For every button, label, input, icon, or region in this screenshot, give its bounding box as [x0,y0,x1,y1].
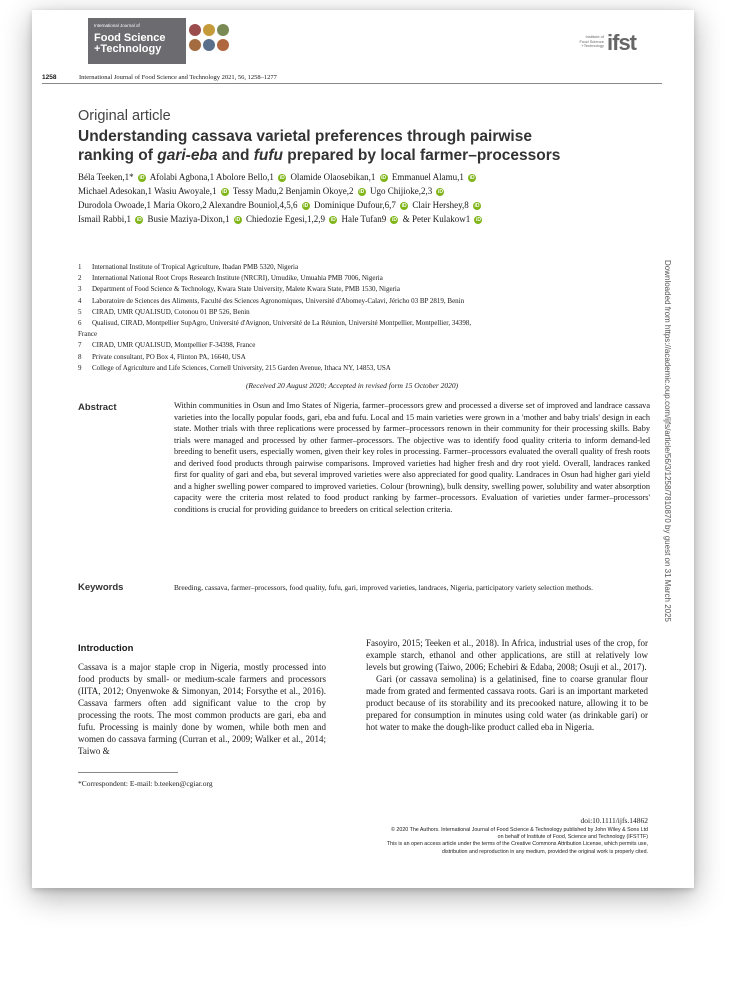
page-number: 1258 [42,74,57,81]
paragraph: Fasoyiro, 2015; Teeken et al., 2018). In Africa, industrial uses of the crop, for example starch, ethanol and other applications, are still at relatively low levels but growing (Taiwo, 2006; Echebiri & Edaba, 2008; Osuji et al., 2017). [366,638,648,672]
author[interactable]: Tessy Madu,2 Benjamin Okoye,2 [230,186,356,196]
ifst-logo[interactable]: ifst [607,30,636,55]
affiliation: 4 Laboratoire de Sciences des Aliments, Faculté des Sciences Agronomiques, Université d'Abomey-Calavi, Jéricho 03 BP 2819, Benin [78,296,465,305]
author[interactable]: Emmanuel Alamu,1 [389,172,467,182]
orcid-icon[interactable]: iD [391,216,397,223]
copyright-notice: © 2020 The Authors. International Journal of Food Science & Technology published by John Wiley & Sons Ltd on behalf of Institute of Food, Science and Technology (IFSTTF) This is an open access article under the terms of the Creative Commons Attribution License, which permits use, distribution and reproduction in any medium, provided the original work is properly cited. [386,827,648,855]
author[interactable]: Chiedozie Egesi,1,2,9 [243,214,328,224]
article-title: Understanding cassava varietal preferences through pairwise ranking of gari-eba and fufu prepared by local farmer–processors [78,128,561,164]
author[interactable]: Afolabi Agbona,1 Abolore Bello,1 [147,172,277,182]
author[interactable]: Ugo Chijioke,2,3 [367,186,435,196]
orcid-icon[interactable]: iD [303,202,309,209]
abstract-label: Abstract [78,402,117,413]
journal-logo-small-text: International Journal of [94,23,140,28]
affiliation: 9 College of Agriculture and Life Sciences, Cornell University, 215 Garden Avenue, Ithaca NY, 14853, USA [78,363,391,372]
orcid-icon[interactable]: iD [222,188,228,195]
affiliation: 8 Private consultant, PO Box 4, Flinton PA, 16640, USA [78,352,246,361]
orcid-icon[interactable]: iD [139,174,145,181]
food-image-icon [189,39,201,51]
journal-logo[interactable] [88,18,186,64]
keywords-label: Keywords [78,582,124,593]
affiliation: 1 International Institute of Tropical Agriculture, Ibadan PMB 5320, Nigeria [78,263,299,271]
affiliation: 6 Qualisud, CIRAD, Montpellier SupAgro, Université d'Avignon, Université de La Réunion, Université Montpellier, Montpellier, 34398, [78,319,472,328]
author[interactable]: Durodola Owoade,1 Maria Okoro,2 Alexandre Bouniol,4,5,6 [78,200,300,210]
orcid-icon[interactable]: iD [359,188,365,195]
footnote-divider [78,772,178,773]
food-image-icon [217,39,229,51]
paragraph: Gari (or cassava semolina) is a gelatinised, fine to coarse granular flour made from grated and fermented cassava roots. Gari is an important marketed product because of its storability and its precooked nature, allowing it to be prepared for consumption in minutes using cold water (as drinkable gari) or hot water to make the dough-like product called eba in Nigeria. [366,674,648,732]
article-type: Original article [78,108,171,124]
introduction-column-1: Cassava is a major staple crop in Nigeria, mostly processed into food products by small- or medium-scale farmers and processors (IITA, 2012; Onyenwoke & Simonyan, 2014; Forsythe et al., 2016). Cassava farmers often add significant value to the crop by processing the roots. The most common products are gari, eba and fufu. Processing is mainly done by women, while both men and women do cassava farming (Curran et al., 2009; Walker et al., 2014; Taiwo & [78,662,326,756]
journal-logo-title: Food Science +Technology [94,32,166,55]
orcid-icon[interactable]: iD [136,216,142,223]
orcid-icon[interactable]: iD [330,216,336,223]
author[interactable]: Clair Hershey,8 [410,200,472,210]
affiliation: 7 CIRAD, UMR QUALISUD, Montpellier F-34398, France [78,341,256,350]
food-image-icon [189,24,201,36]
orcid-icon[interactable]: iD [279,174,285,181]
author[interactable]: Olamide Olaosebikan,1 [288,172,378,182]
abstract-text: Within communities in Osun and Imo States of Nigeria, farmer–processors grew and processed a diverse set of improved and landrace cassava varieties into the locally popular foods, gari, eba and fufu. Local and 15 main varieties were grown in a 'mother and baby trials' design in each state. Mother trials with three replications were processed by farmer–processors renown in their community for their processing skills. Baby trials were managed and processed by other farmer–processors. The objective was to identify food quality criteria to inform demand-led breeding to benefit users, especially women, given their key roles in processing. Farmer–processors evaluated the overall quality of fresh roots and derived food products through pairwise comparisons. Improved varieties had higher fresh and dry root yield. Overall, landraces ranked first for quality of gari and eba, but several improved varieties were also appreciated for good quality. Landraces in Osun had higher gari yield and a higher swelling power compared to improved varieties. Colour (browning), bulk density, swelling power, solubility and water absorption capacity were the criteria most related to food product ranking by farmer–processors. Evaluation of varieties under farmer–processors' conditions is crucial for providing guidance to breeders on critical selection criteria. [174,401,650,514]
affiliation: France [78,330,98,339]
food-image-icon [203,39,215,51]
food-image-icon [217,24,229,36]
download-watermark: Downloaded from https://academic.oup.com/ijfs/article/56/3/1258/7810870 by guest on 31 March 2025 [663,260,672,622]
author[interactable]: Béla Teeken,1* [78,172,136,182]
author-list [78,170,626,226]
introduction-heading: Introduction [78,643,134,654]
journal-citation: International Journal of Food Science and Technology 2021, 56, 1258–1277 [79,74,277,81]
author[interactable]: & Peter Kulakow1 [400,214,473,224]
header-divider [42,83,662,84]
orcid-icon[interactable]: iD [475,216,481,223]
keywords-text: Breeding, cassava, farmer–processors, food quality, fufu, gari, improved varieties, landraces, Nigeria, participatory variety selection methods. [174,583,593,592]
paper-page [32,10,694,888]
orcid-icon[interactable]: iD [474,202,480,209]
author[interactable]: Busie Maziya-Dixon,1 [145,214,232,224]
author[interactable]: Michael Adesokan,1 Wasiu Awoyale,1 [78,186,219,196]
affiliation: 2 International National Root Crops Research Institute (NRCRI), Umudike, Umuahia PMB 7006, Nigeria [78,274,383,283]
orcid-icon[interactable]: iD [235,216,241,223]
affiliations [78,262,650,374]
orcid-icon[interactable]: iD [401,202,407,209]
ifst-logo-subtitle: Institute of Food Science +Technology [579,34,604,48]
orcid-icon[interactable]: iD [437,188,443,195]
affiliation: 5 CIRAD, UMR QUALISUD, Cotonou 01 BP 526, Benin [78,307,250,316]
author[interactable]: Dominique Dufour,6,7 [311,200,399,210]
doi[interactable]: doi:10.1111/ijfs.14862 [580,816,648,825]
affiliation: 3 Department of Food Science & Technology, Kwara State University, Malete Kwara State, PMB 1530, Nigeria [78,285,400,294]
author[interactable]: Ismail Rabbi,1 [78,214,134,224]
introduction-column-2 [366,637,648,733]
orcid-icon[interactable]: iD [469,174,475,181]
author[interactable]: Hale Tufan9 [339,214,389,224]
orcid-icon[interactable]: iD [381,174,387,181]
food-image-icon [203,24,215,36]
received-dates: (Received 20 August 2020; Accepted in revised form 15 October 2020) [245,381,459,390]
journal-logo-images [187,22,243,60]
correspondent-footnote[interactable]: *Correspondent: E-mail: b.teeken@cgiar.org [78,779,213,788]
